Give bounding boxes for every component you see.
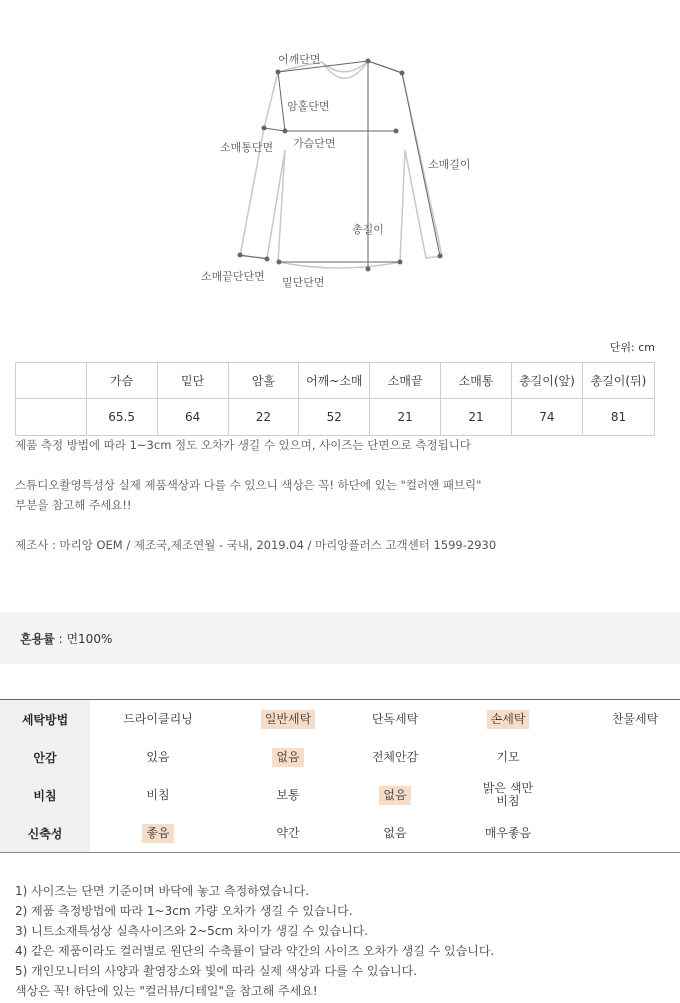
size-header-cell bbox=[16, 363, 87, 399]
size-value-cell: 65.5 bbox=[86, 399, 157, 436]
label-sleeve-length: 소매길이 bbox=[428, 158, 471, 171]
care-option bbox=[103, 814, 213, 852]
bottom-note-line: 3) 니트소재특성상 실측사이즈와 2~5cm 차이가 생길 수 있습니다. bbox=[15, 924, 369, 938]
fabric-mix-band bbox=[0, 612, 680, 664]
unit-label: 단위: cm bbox=[609, 341, 655, 354]
note-manufacturer: 제조사 : 마리앙 OEM / 제조국,제조연월 - 국내, 2019.04 / 마리앙플러스 고객센터 1599-2930 bbox=[15, 538, 497, 552]
size-header-cell: 가슴 bbox=[86, 363, 157, 399]
care-row bbox=[0, 700, 680, 738]
care-option bbox=[453, 700, 563, 738]
size-value-cell: 21 bbox=[441, 399, 512, 436]
care-row-label: 비침 bbox=[0, 776, 90, 814]
note-color-1: 스튜디오촬영특성상 실제 제품색상과 다를 수 있으니 색상은 꼭! 하단에 있는 "컬러앤 패브릭" bbox=[15, 478, 482, 492]
bottom-notes bbox=[15, 881, 494, 1001]
care-option-label: 전체안감 bbox=[371, 749, 419, 764]
care-option-label: 좋음 bbox=[142, 824, 173, 843]
care-option-label: 밝은 색만 비침 bbox=[482, 781, 534, 808]
care-option bbox=[453, 738, 563, 776]
care-option-label: 손세탁 bbox=[487, 710, 530, 729]
care-row-label: 안감 bbox=[0, 738, 90, 776]
size-value-cell: 74 bbox=[511, 399, 582, 436]
care-option bbox=[340, 738, 450, 776]
label-hem: 밑단단면 bbox=[282, 276, 325, 289]
care-option-label: 없음 bbox=[379, 786, 410, 805]
label-shoulder: 어깨단면 bbox=[278, 53, 321, 66]
care-option-label: 없음 bbox=[272, 748, 303, 767]
bottom-note-line: 색상은 꼭! 하단에 있는 "컬러뷰/디테일"을 참고해 주세요! bbox=[15, 984, 318, 998]
note-color-2: 부분을 참고해 주세요!! bbox=[15, 498, 132, 512]
fabric-mix bbox=[20, 630, 112, 647]
size-value-cell: 22 bbox=[228, 399, 299, 436]
care-option bbox=[103, 776, 213, 814]
bottom-note-line: 5) 개인모니터의 사양과 촬영장소와 빛에 따라 실제 색상과 다를 수 있습니다. bbox=[15, 964, 418, 978]
care-option-label: 있음 bbox=[146, 749, 170, 764]
care-option bbox=[473, 776, 543, 814]
size-value-cell: 21 bbox=[370, 399, 441, 436]
size-header-cell: 밑단 bbox=[157, 363, 228, 399]
size-value-cell: 52 bbox=[299, 399, 370, 436]
size-value-cell: 81 bbox=[582, 399, 654, 436]
measurement-lines bbox=[238, 59, 442, 271]
bottom-note-line: 4) 같은 제품이라도 컬러별로 원단의 수축률이 달라 약간의 사이즈 오차가 생길 수 있습니다. bbox=[15, 944, 495, 958]
care-option bbox=[233, 776, 343, 814]
size-header-cell: 소매통 bbox=[441, 363, 512, 399]
fabric-mix-value: : 면100% bbox=[54, 632, 113, 646]
size-table-value-row bbox=[16, 399, 655, 436]
care-option-label: 약간 bbox=[276, 825, 300, 840]
care-option-label: 일반세탁 bbox=[261, 710, 315, 729]
label-total-length: 총길이 bbox=[352, 223, 384, 236]
size-header-cell: 어깨~소매 bbox=[299, 363, 370, 399]
care-option bbox=[340, 776, 450, 814]
size-header-cell: 총길이(앞) bbox=[511, 363, 582, 399]
size-table bbox=[15, 362, 655, 436]
size-header-cell: 총길이(뒤) bbox=[582, 363, 654, 399]
care-option bbox=[340, 700, 450, 738]
note-measurement: 제품 측정 방법에 따라 1~3cm 정도 오차가 생길 수 있으며, 사이즈는 단면으로 측정됩니다 bbox=[15, 438, 471, 452]
care-option-label: 보통 bbox=[276, 787, 300, 802]
care-option bbox=[580, 700, 680, 738]
care-option-label: 없음 bbox=[383, 825, 407, 840]
care-option-label: 비침 bbox=[146, 787, 170, 802]
care-row-label: 세탁방법 bbox=[0, 700, 90, 738]
care-option-label: 찬물세탁 bbox=[611, 711, 659, 726]
care-option bbox=[103, 738, 213, 776]
care-option bbox=[103, 700, 213, 738]
label-chest: 가슴단면 bbox=[293, 137, 336, 150]
care-option bbox=[233, 814, 343, 852]
label-cuff: 소매끝단단면 bbox=[201, 270, 265, 283]
bottom-note-line: 1) 사이즈는 단면 기준이며 바닥에 놓고 측정하였습니다. bbox=[15, 884, 310, 898]
fabric-mix-label: 혼용률 bbox=[20, 632, 55, 646]
care-option-label: 매우좋음 bbox=[484, 825, 532, 840]
garment-measurement-diagram bbox=[0, 0, 680, 300]
size-value-cell bbox=[16, 399, 87, 436]
care-row bbox=[0, 738, 680, 776]
care-row-label: 신축성 bbox=[0, 814, 90, 852]
size-table-header-row bbox=[16, 363, 655, 399]
size-header-cell: 소매끝 bbox=[370, 363, 441, 399]
care-option bbox=[340, 814, 450, 852]
label-armhole: 암홀단면 bbox=[287, 100, 330, 113]
size-header-cell: 암홀 bbox=[228, 363, 299, 399]
care-option bbox=[233, 700, 343, 738]
care-option bbox=[453, 814, 563, 852]
size-value-cell: 64 bbox=[157, 399, 228, 436]
care-option bbox=[233, 738, 343, 776]
care-option-label: 단독세탁 bbox=[371, 711, 419, 726]
label-sleeve-width: 소매통단면 bbox=[220, 141, 274, 154]
care-row bbox=[0, 814, 680, 852]
bottom-note-line: 2) 제품 측정방법에 따라 1~3cm 가량 오차가 생길 수 있습니다. bbox=[15, 904, 353, 918]
care-option-label: 드라이클리닝 bbox=[123, 711, 193, 726]
garment-outline bbox=[240, 61, 442, 268]
care-table bbox=[0, 699, 680, 853]
care-option-label: 기모 bbox=[496, 749, 520, 764]
care-row bbox=[0, 776, 680, 814]
